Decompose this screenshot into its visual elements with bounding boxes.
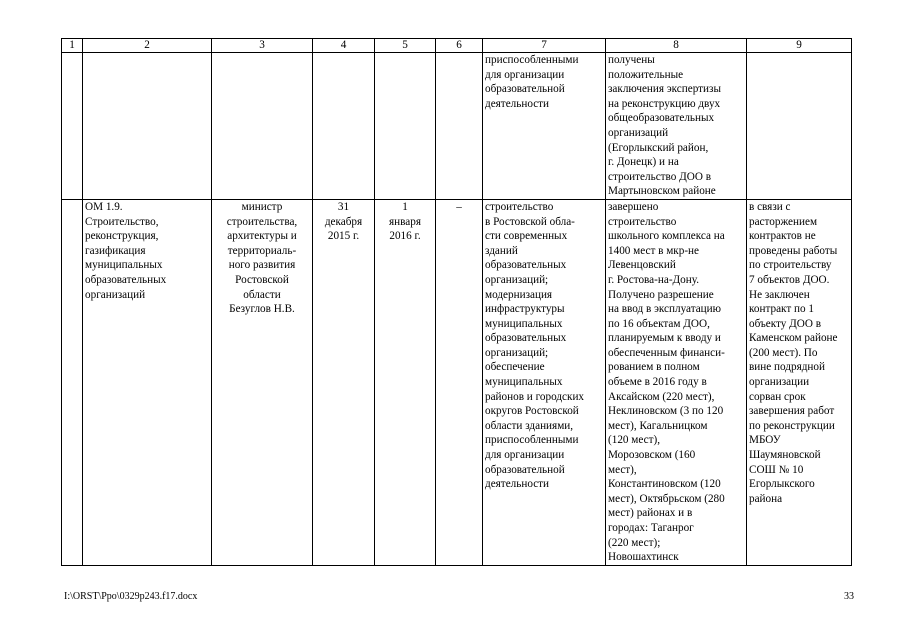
file-path: I:\ORST\Ppo\0329p243.f17.docx — [64, 591, 198, 602]
header-cell: 4 — [313, 39, 375, 53]
table-cell — [212, 53, 313, 200]
table-cell: 31 декабря 2015 г. — [313, 199, 375, 565]
header-row — [62, 39, 852, 53]
table-row — [62, 199, 852, 565]
header-cell: 8 — [606, 39, 747, 53]
header-cell: 6 — [436, 39, 483, 53]
header-cell: 9 — [747, 39, 852, 53]
table-cell — [313, 53, 375, 200]
table-cell: строительство в Ростовской обла- сти современных зданий образовательных организаций; модернизация инфраструктуры муниципальных образовательных организаций; обеспечение муниципальных районов и городских округов Ростовской области зданиями, приспособленными для организации образовательной деятельности — [483, 199, 606, 565]
table-cell: завершено строительство школьного комплекса на 1400 мест в мкр-не Левенцовский г. Ростова-на-Дону. Получено разрешение на ввод в эксплуатацию по 16 объектам ДОО, планируемым к вводу и обеспеченным финанси- рованием в полном объеме в 2016 году в Аксайском (220 мест), Неклиновском (3 по 120 мест), Кагальницком (120 мест), Морозовском (160 мест), Константиновском (120 мест), Октябрьском (280 мест) районах и в городах: Таганрог (220 мест); Новошахтинск — [606, 199, 747, 565]
page-number: 33 — [844, 591, 854, 602]
document-table — [61, 38, 852, 566]
table-row — [62, 53, 852, 200]
header-cell: 5 — [375, 39, 436, 53]
table-cell: министр строительства, архитектуры и территориаль- ного развития Ростовской области Безуглов Н.В. — [212, 199, 313, 565]
table-cell — [83, 53, 212, 200]
header-cell: 2 — [83, 39, 212, 53]
table-cell: 1 января 2016 г. — [375, 199, 436, 565]
header-cell: 3 — [212, 39, 313, 53]
table-cell — [375, 53, 436, 200]
table-cell — [62, 53, 83, 200]
table-cell: – — [436, 199, 483, 565]
header-cell: 7 — [483, 39, 606, 53]
header-cell: 1 — [62, 39, 83, 53]
table-cell — [747, 53, 852, 200]
table-cell: получены положительные заключения экспертизы на реконструкцию двух общеобразовательных организаций (Егорлыкский район, г. Донецк) и на строительство ДОО в Мартыновском районе — [606, 53, 747, 200]
table-cell: ОМ 1.9. Строительство, реконструкция, газификация муниципальных образовательных организаций — [83, 199, 212, 565]
table-cell: в связи с расторжением контрактов не проведены работы по строительству 7 объектов ДОО. Не заключен контракт по 1 объекту ДОО в Каменском районе (200 мест). По вине подрядной организации сорван срок завершения работ по реконструкции МБОУ Шаумяновской СОШ № 10 Егорлыкского района — [747, 199, 852, 565]
table-cell — [436, 53, 483, 200]
table-cell — [62, 199, 83, 565]
table-cell: приспособленными для организации образовательной деятельности — [483, 53, 606, 200]
